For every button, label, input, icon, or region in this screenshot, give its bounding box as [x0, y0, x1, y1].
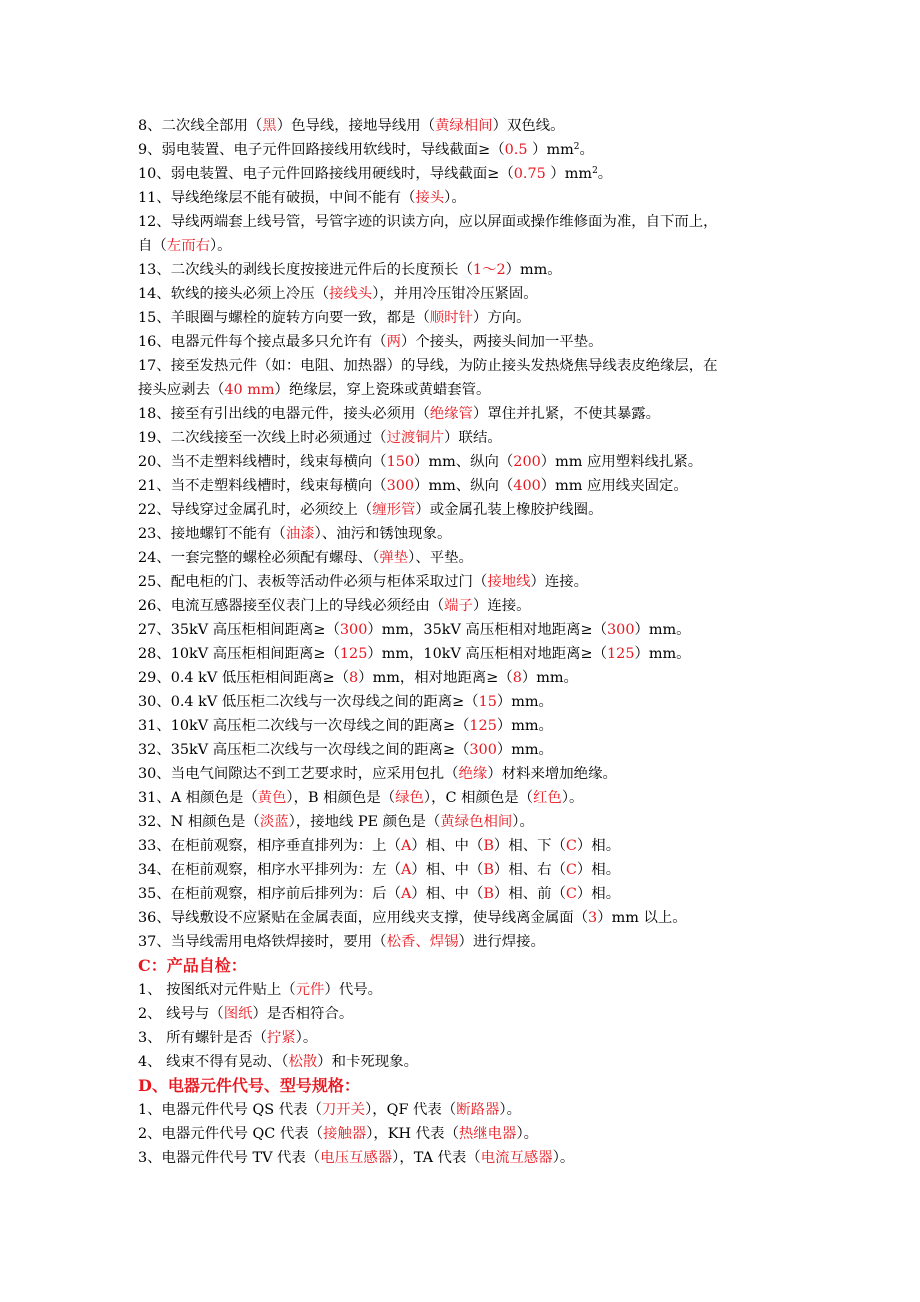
text-line: [138, 260, 788, 280]
text-line: [138, 380, 788, 400]
text-segment: ），并用冷压钳冷压紧固。: [372, 286, 538, 302]
answer-text: 400: [513, 478, 541, 494]
text-segment: 自（: [138, 238, 167, 254]
text-segment: ）。: [516, 1126, 539, 1142]
answer-text: 拧紧: [266, 1030, 296, 1046]
text-segment: ）。: [561, 790, 584, 806]
answer-text: 125: [339, 646, 368, 662]
text-segment: ）、平垫。: [408, 550, 473, 566]
text-segment: 31、A 相颜色是（: [138, 790, 258, 806]
text-line: [138, 572, 788, 592]
text-line: [138, 524, 788, 544]
text-segment: 32、35kV 高压柜二次线与一次母线之间的距离≥（: [138, 742, 470, 758]
text-segment: 接头应剥去（: [138, 382, 225, 398]
text-segment: ）相、中（: [411, 862, 484, 878]
text-segment: 2、电器元件代号 QC 代表（: [138, 1126, 324, 1142]
text-segment: 17、接至发热元件（如：电阻、加热器）的导线，为防止接头发热烧焦导线表皮绝缘层，在: [138, 358, 718, 374]
text-segment: 25、配电柜的门、表板等活动件必须与柜体采取过门（: [138, 574, 488, 590]
answer-text: B: [483, 886, 494, 902]
text-segment: ）相。: [576, 886, 621, 902]
answer-text: 松散: [288, 1054, 318, 1070]
text-line: [138, 980, 788, 1000]
answer-text: 40 mm: [224, 382, 275, 398]
text-segment: ）相、下（: [493, 838, 566, 854]
text-segment: ）。: [499, 1102, 521, 1118]
answer-text: 过渡铜片: [386, 430, 445, 446]
text-line: [138, 1124, 788, 1144]
answer-text: 接线头: [329, 286, 373, 302]
text-segment: ）相、中（: [411, 886, 484, 902]
text-line: [138, 236, 788, 256]
answer-text: 125: [469, 718, 497, 734]
text-segment: ）mm、纵向（: [414, 478, 514, 494]
text-segment: 3、电器元件代号 TV 代表（: [138, 1150, 321, 1166]
answer-text: 电压互感器: [320, 1150, 393, 1166]
text-segment: ）。: [209, 238, 232, 254]
text-line: [138, 428, 788, 448]
answer-text: 黄绿色相间: [440, 814, 513, 830]
superscript: 2: [573, 142, 580, 152]
text-segment: ）mm、纵向（: [414, 454, 514, 470]
answer-text: A: [400, 838, 412, 854]
text-segment: ）mm。: [505, 262, 562, 278]
text-segment: 24、一套完整的螺栓必须配有螺母、（: [138, 550, 380, 566]
answer-text: 顺时针: [429, 310, 473, 326]
text-segment: 13、二次线头的剥线长度按接进元件后的长度预长（: [138, 262, 473, 278]
answer-text: 刀开关: [321, 1102, 366, 1118]
text-segment: 30、当电气间隙达不到工艺要求时，应采用包扎（: [138, 766, 459, 782]
text-line: [138, 116, 788, 136]
answer-text: 电流互感器: [480, 1150, 553, 1166]
text-segment: ）mm，相对地距离≥（: [358, 670, 513, 686]
text-segment: ）连接。: [530, 574, 589, 590]
answer-text: C: [565, 886, 577, 902]
text-segment: 29、0.4 kV 低压柜相间距离≥（: [138, 670, 350, 686]
text-segment: ），TA 代表（: [392, 1150, 481, 1166]
text-line: [138, 332, 788, 352]
text-segment: ）mm 以上。: [597, 910, 687, 926]
text-segment: ）材料来增加绝缘。: [487, 766, 617, 782]
text-line: [138, 212, 788, 232]
text-segment: ）罩住并扎紧，不使其暴露。: [472, 406, 661, 422]
text-segment: ）mm。: [496, 718, 553, 734]
answer-text: 300: [607, 622, 635, 638]
text-segment: 16、电器元件每个接点最多只允许有（: [138, 334, 387, 350]
text-segment: D、电器元件代号、型号规格：: [138, 1076, 360, 1095]
answer-text: 15: [478, 694, 497, 710]
text-segment: ）mm: [550, 166, 593, 182]
answer-text: 8: [349, 670, 359, 686]
text-line: [138, 476, 788, 496]
text-segment: ）、油污和锈蚀现象。: [314, 526, 452, 542]
text-segment: ）是否相符合。: [252, 1006, 354, 1022]
text-line: [138, 644, 788, 664]
answer-text: 绝缘管: [429, 406, 473, 422]
text-segment: ）。: [295, 1030, 318, 1046]
text-segment: ）mm: [532, 142, 574, 158]
answer-text: 黑: [262, 118, 277, 134]
answer-text: 缠形管: [372, 502, 416, 518]
text-segment: 4、 线束不得有晃动、（: [138, 1054, 289, 1070]
answer-text: 元件: [295, 982, 325, 998]
text-segment: 31、10kV 高压柜二次线与一次母线之间的距离≥（: [138, 718, 470, 734]
answer-text: 200: [513, 454, 541, 470]
text-segment: 11、导线绝缘层不能有破损，中间不能有（: [138, 190, 416, 206]
answer-text: A: [400, 886, 412, 902]
answer-text: 300: [469, 742, 497, 758]
text-segment: 33、在柜前观察，相序垂直排列为：上（: [138, 838, 401, 854]
text-segment: 36、导线敷设不应紧贴在金属表面，应用线夹支撑，使导线离金属面（: [138, 910, 589, 926]
text-line: [138, 404, 788, 424]
text-segment: 30、0.4 kV 低压柜二次线与一次母线之间的距离≥（: [138, 694, 479, 710]
text-segment: ）相。: [576, 862, 621, 878]
answer-text: 油漆: [285, 526, 315, 542]
text-line: [138, 308, 788, 328]
section-heading: [138, 1075, 788, 1097]
text-line: [138, 740, 788, 760]
text-segment: 21、当不走塑料线槽时，线束每横向（: [138, 478, 387, 494]
text-segment: 32、N 相颜色是（: [138, 814, 260, 830]
text-segment: 1、 按图纸对元件贴上（: [138, 982, 296, 998]
text-segment: ）代号。: [324, 982, 383, 998]
text-line: [138, 668, 788, 688]
text-line: [138, 500, 788, 520]
answer-text: A: [400, 862, 412, 878]
answer-text: 淡蓝: [259, 814, 289, 830]
text-segment: 12、导线两端套上线号管，号管字迹的识读方向，应以屏面或操作维修面为准，自下而上，: [138, 214, 718, 230]
text-segment: 28、10kV 高压柜相间距离≥（: [138, 646, 340, 662]
text-line: [138, 908, 788, 928]
answer-text: C: [565, 838, 577, 854]
answer-text: 绝缘: [458, 766, 488, 782]
answer-text: B: [483, 838, 494, 854]
answer-text: 两: [386, 334, 401, 350]
text-segment: 22、导线穿过金属孔时，必须绞上（: [138, 502, 373, 518]
text-line: [138, 548, 788, 568]
text-line: [138, 1004, 788, 1024]
answer-text: 300: [386, 478, 415, 494]
answer-text: 接触器: [323, 1126, 367, 1142]
text-segment: 26、电流互感器接至仪表门上的导线必须经由（: [138, 598, 445, 614]
text-segment: ）mm。: [496, 694, 553, 710]
answer-text: 红色: [533, 790, 562, 806]
text-segment: 20、当不走塑料线槽时，线束每横向（: [138, 454, 387, 470]
text-line: [138, 1052, 788, 1072]
text-segment: 3、 所有螺针是否（: [138, 1030, 267, 1046]
answer-text: 接地线: [487, 574, 531, 590]
text-segment: ）相、右（: [493, 862, 566, 878]
answer-text: 黄色: [257, 790, 287, 806]
section-heading: [138, 955, 788, 977]
answer-text: 热继电器: [458, 1126, 517, 1142]
answer-text: 3: [588, 910, 598, 926]
text-line: [138, 596, 788, 616]
text-segment: ）。: [512, 814, 534, 830]
text-line: [138, 860, 788, 880]
answer-text: 端子: [444, 598, 473, 614]
text-segment: ）双色线。: [492, 118, 565, 134]
text-segment: 1、电器元件代号 QS 代表（: [138, 1102, 322, 1118]
text-line: [138, 620, 788, 640]
text-segment: ）mm 应用线夹固定。: [540, 478, 688, 494]
text-segment: ）mm。: [634, 646, 691, 662]
text-line: [138, 812, 788, 832]
text-segment: ），C 相颜色是（: [423, 790, 534, 806]
text-segment: ），QF 代表（: [365, 1102, 457, 1118]
text-line: [138, 284, 788, 304]
text-segment: ）mm。: [634, 622, 691, 638]
text-line: [138, 188, 788, 208]
text-line: [138, 1148, 788, 1168]
text-segment: ）相、中（: [411, 838, 484, 854]
text-segment: 34、在柜前观察，相序水平排列为：左（: [138, 862, 401, 878]
answer-text: 黄绿相间: [435, 118, 493, 134]
text-line: [138, 764, 788, 784]
text-segment: 10、弱电装置、电子元件回路接线用硬线时，导线截面≥（: [138, 166, 514, 182]
text-segment: 2、 线号与（: [138, 1006, 224, 1022]
answer-text: B: [483, 862, 494, 878]
text-segment: 。: [597, 166, 613, 182]
answer-text: C: [565, 862, 577, 878]
answer-text: 150: [386, 454, 415, 470]
answer-text: 左而右: [166, 238, 210, 254]
text-segment: ）进行焊接。: [458, 934, 545, 950]
answer-text: 断路器: [456, 1102, 500, 1118]
text-segment: ），接地线 PE 颜色是（: [288, 814, 441, 830]
text-line: [138, 1028, 788, 1048]
text-segment: 37、当导线需用电烙铁焊接时，要用（: [138, 934, 387, 950]
answer-text: 300: [339, 622, 368, 638]
answer-text: 0.5: [504, 142, 533, 158]
text-segment: 18、接至有引出线的电器元件，接头必须用（: [138, 406, 430, 422]
text-segment: ）和卡死现象。: [317, 1054, 418, 1070]
text-segment: ）mm，35kV 高压柜相对地距离≥（: [367, 622, 608, 638]
answer-text: 松香、焊锡: [386, 934, 459, 950]
text-segment: ）绝缘层，穿上瓷珠或黄蜡套管。: [274, 382, 491, 398]
text-segment: ）相。: [576, 838, 621, 854]
text-segment: ）mm，10kV 高压柜相对地距离≥（: [367, 646, 608, 662]
text-segment: 9、弱电装置、电子元件回路接线用软线时，导线截面≥（: [138, 142, 505, 158]
text-segment: 23、接地螺钉不能有（: [138, 526, 286, 542]
text-line: [138, 140, 788, 160]
text-segment: ），B 相颜色是（: [286, 790, 396, 806]
text-segment: ）mm。: [521, 670, 578, 686]
text-line: [138, 1100, 788, 1120]
text-line: [138, 788, 788, 808]
text-line: [138, 716, 788, 736]
text-segment: 14、软线的接头必须上冷压（: [138, 286, 329, 302]
superscript: 2: [592, 166, 598, 176]
text-segment: ）。: [444, 190, 466, 206]
text-segment: ）mm 应用塑料线扎紧。: [540, 454, 703, 470]
text-line: [138, 836, 788, 856]
text-segment: ）色导线，接地导线用（: [276, 118, 436, 134]
answer-text: 绿色: [395, 790, 424, 806]
text-segment: C：产品自检：: [138, 956, 247, 975]
text-line: [138, 356, 788, 376]
text-segment: ）。: [552, 1150, 575, 1166]
text-segment: ），KH 代表（: [366, 1126, 459, 1142]
text-segment: 19、二次线接至一次线上时必须通过（: [138, 430, 387, 446]
text-segment: ）个接头，两接头间加一平垫。: [400, 334, 603, 350]
answer-text: 8: [512, 670, 522, 686]
text-segment: ）连接。: [472, 598, 531, 614]
text-segment: ）mm。: [496, 742, 553, 758]
answer-text: 接头: [415, 190, 445, 206]
text-line: [138, 932, 788, 952]
text-line: [138, 164, 788, 184]
text-line: [138, 452, 788, 472]
answer-text: 弹垫: [379, 550, 409, 566]
text-line: [138, 884, 788, 904]
text-segment: ）相、前（: [493, 886, 566, 902]
text-segment: ）联结。: [444, 430, 502, 446]
text-segment: ）或金属孔装上橡胶护线圈。: [415, 502, 603, 518]
answer-text: 图纸: [223, 1006, 253, 1022]
answer-text: 0.75: [513, 166, 551, 182]
text-line: [138, 692, 788, 712]
text-segment: 27、35kV 高压柜相间距离≥（: [138, 622, 340, 638]
text-segment: 15、羊眼圈与螺栓的旋转方向要一致，都是（: [138, 310, 430, 326]
answer-text: 125: [607, 646, 635, 662]
text-segment: ）方向。: [472, 310, 531, 326]
text-segment: 35、在柜前观察，相序前后排列为：后（: [138, 886, 401, 902]
text-segment: 。: [579, 142, 594, 158]
text-segment: 8、二次线全部用（: [138, 118, 263, 134]
answer-text: 1～2: [472, 262, 506, 278]
